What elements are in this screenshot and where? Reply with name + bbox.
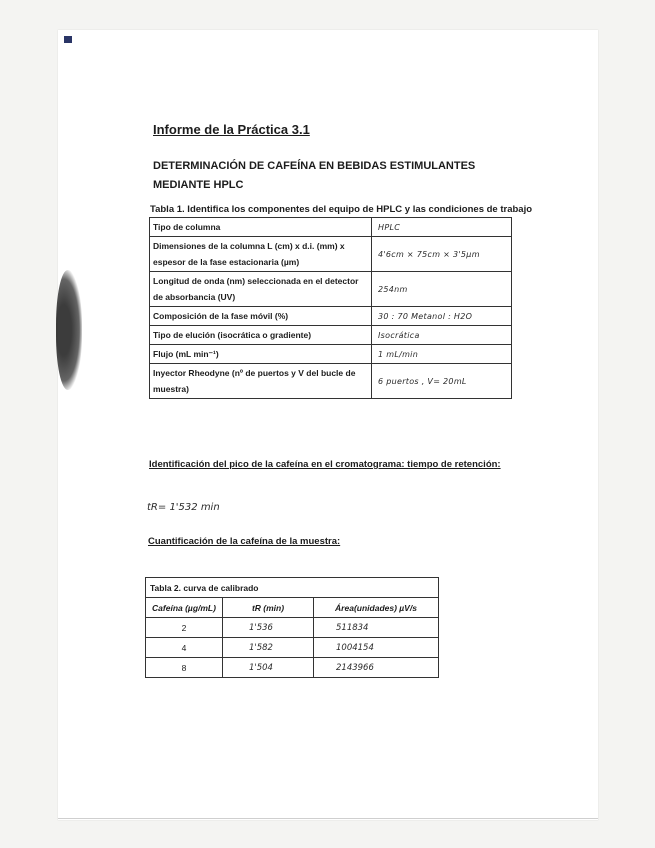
table-row: [150, 237, 512, 272]
quantification-heading: Cuantificación de la cafeína de la muestra:: [148, 536, 341, 547]
column-header-cafeina: Cafeína (µg/mL): [146, 598, 223, 618]
page-bottom-edge: [58, 818, 598, 819]
cell-area: 2143966: [314, 658, 439, 678]
table-header-row: [146, 598, 439, 618]
row-label: Inyector Rheodyne (nº de puertos y V del bucle de muestra): [150, 364, 372, 399]
retention-time-value-line: [147, 502, 220, 513]
tr-label: tR=: [147, 502, 167, 513]
row-label: Tipo de columna: [150, 218, 372, 237]
calibration-table: [145, 577, 439, 678]
table-row: [150, 307, 512, 326]
row-label: Tipo de elución (isocrática o gradiente): [150, 326, 372, 345]
table-row: [146, 638, 439, 658]
row-label: Longitud de onda (nm) seleccionada en el detector de absorbancia (UV): [150, 272, 372, 307]
tr-value: 1'532 min: [169, 502, 220, 513]
corner-mark: [64, 36, 72, 43]
cell-tr: 1'582: [223, 638, 314, 658]
row-value: Isocrática: [372, 326, 512, 345]
report-title: Informe de la Práctica 3.1: [153, 122, 310, 137]
document-page: [58, 30, 598, 820]
table-row: [150, 326, 512, 345]
table-row: [146, 618, 439, 638]
column-header-area: Área(unidades) µV/s: [314, 598, 439, 618]
row-label: Composición de la fase móvil (%): [150, 307, 372, 326]
row-value: 254nm: [372, 272, 512, 307]
row-label: Flujo (mL min⁻¹): [150, 345, 372, 364]
table-row: [150, 272, 512, 307]
table-row: [146, 658, 439, 678]
row-label: Dimensiones de la columna L (cm) x d.i. (mm) x espesor de la fase estacionaria (µm): [150, 237, 372, 272]
table-row: [150, 345, 512, 364]
cell-cafeina: 8: [146, 658, 223, 678]
table-row: [150, 218, 512, 237]
report-subtitle: DETERMINACIÓN DE CAFEÍNA EN BEBIDAS ESTIMULANTES MEDIANTE HPLC: [153, 160, 476, 191]
column-header-tr: tR (min): [223, 598, 314, 618]
cell-area: 511834: [314, 618, 439, 638]
row-value: 4'6cm × 75cm × 3'5µm: [372, 237, 512, 272]
binder-ring-shadow: [56, 270, 82, 390]
table-caption-row: [146, 578, 439, 598]
retention-time-heading: Identificación del pico de la cafeína en el cromatograma: tiempo de retención:: [149, 459, 501, 470]
cell-area: 1004154: [314, 638, 439, 658]
row-value: 1 mL/min: [372, 345, 512, 364]
hplc-conditions-table: [149, 217, 512, 399]
cell-cafeina: 4: [146, 638, 223, 658]
row-value: 30 : 70 Metanol : H2O: [372, 307, 512, 326]
cell-tr: 1'536: [223, 618, 314, 638]
table1-caption: Tabla 1. Identifica los componentes del equipo de HPLC y las condiciones de trabajo: [150, 204, 533, 215]
cell-tr: 1'504: [223, 658, 314, 678]
table-row: [150, 364, 512, 399]
cell-cafeina: 2: [146, 618, 223, 638]
row-value: HPLC: [372, 218, 512, 237]
row-value: 6 puertos , V= 20mL: [372, 364, 512, 399]
table2-caption: Tabla 2. curva de calibrado: [146, 578, 439, 598]
